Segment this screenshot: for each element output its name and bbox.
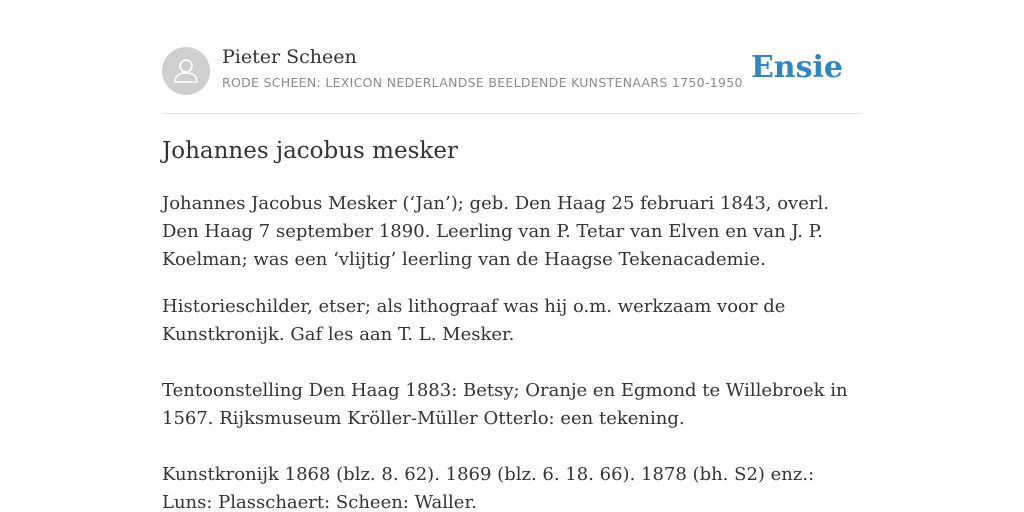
paragraph-exhibitions: Tentoonstelling Den Haag 1883: Betsy; Oranje en Egmond te Willebroek in 1567. Rijksmuseum Kröller-Müller Otterlo: een tekening.: [162, 380, 848, 429]
avatar[interactable]: [162, 47, 210, 95]
article-header: [162, 46, 862, 96]
source-title[interactable]: RODE SCHEEN: LEXICON NEDERLANDSE BEELDENDE KUNSTENAARS 1750-1950: [222, 75, 743, 90]
paragraph-references: Kunstkronijk 1868 (blz. 8. 62). 1869 (blz. 6. 18. 66). 1878 (bh. S2) enz.: Luns: Plasschaert: Scheen: Waller.: [162, 464, 815, 512]
user-icon: [162, 47, 210, 95]
paragraph-biography: Johannes Jacobus Mesker (‘Jan’); geb. Den Haag 25 februari 1843, overl. Den Haag 7 september 1890. Leerling van P. Tetar van Elven en van J. P. Koelman; was een ‘vlijtig’ leerling van de Haagse Tekenacademie.: [162, 193, 829, 270]
paragraph-profession: Historieschilder, etser; als lithograaf was hij o.m. werkzaam voor de Kunstkronijk. Gaf les aan T. L. Mesker.: [162, 296, 786, 345]
author-name[interactable]: Pieter Scheen: [222, 46, 357, 68]
article-body: [162, 190, 867, 512]
header-divider: [162, 113, 862, 114]
article-title: Johannes jacobus mesker: [162, 138, 458, 164]
brand-logo[interactable]: Ensie: [750, 50, 843, 85]
